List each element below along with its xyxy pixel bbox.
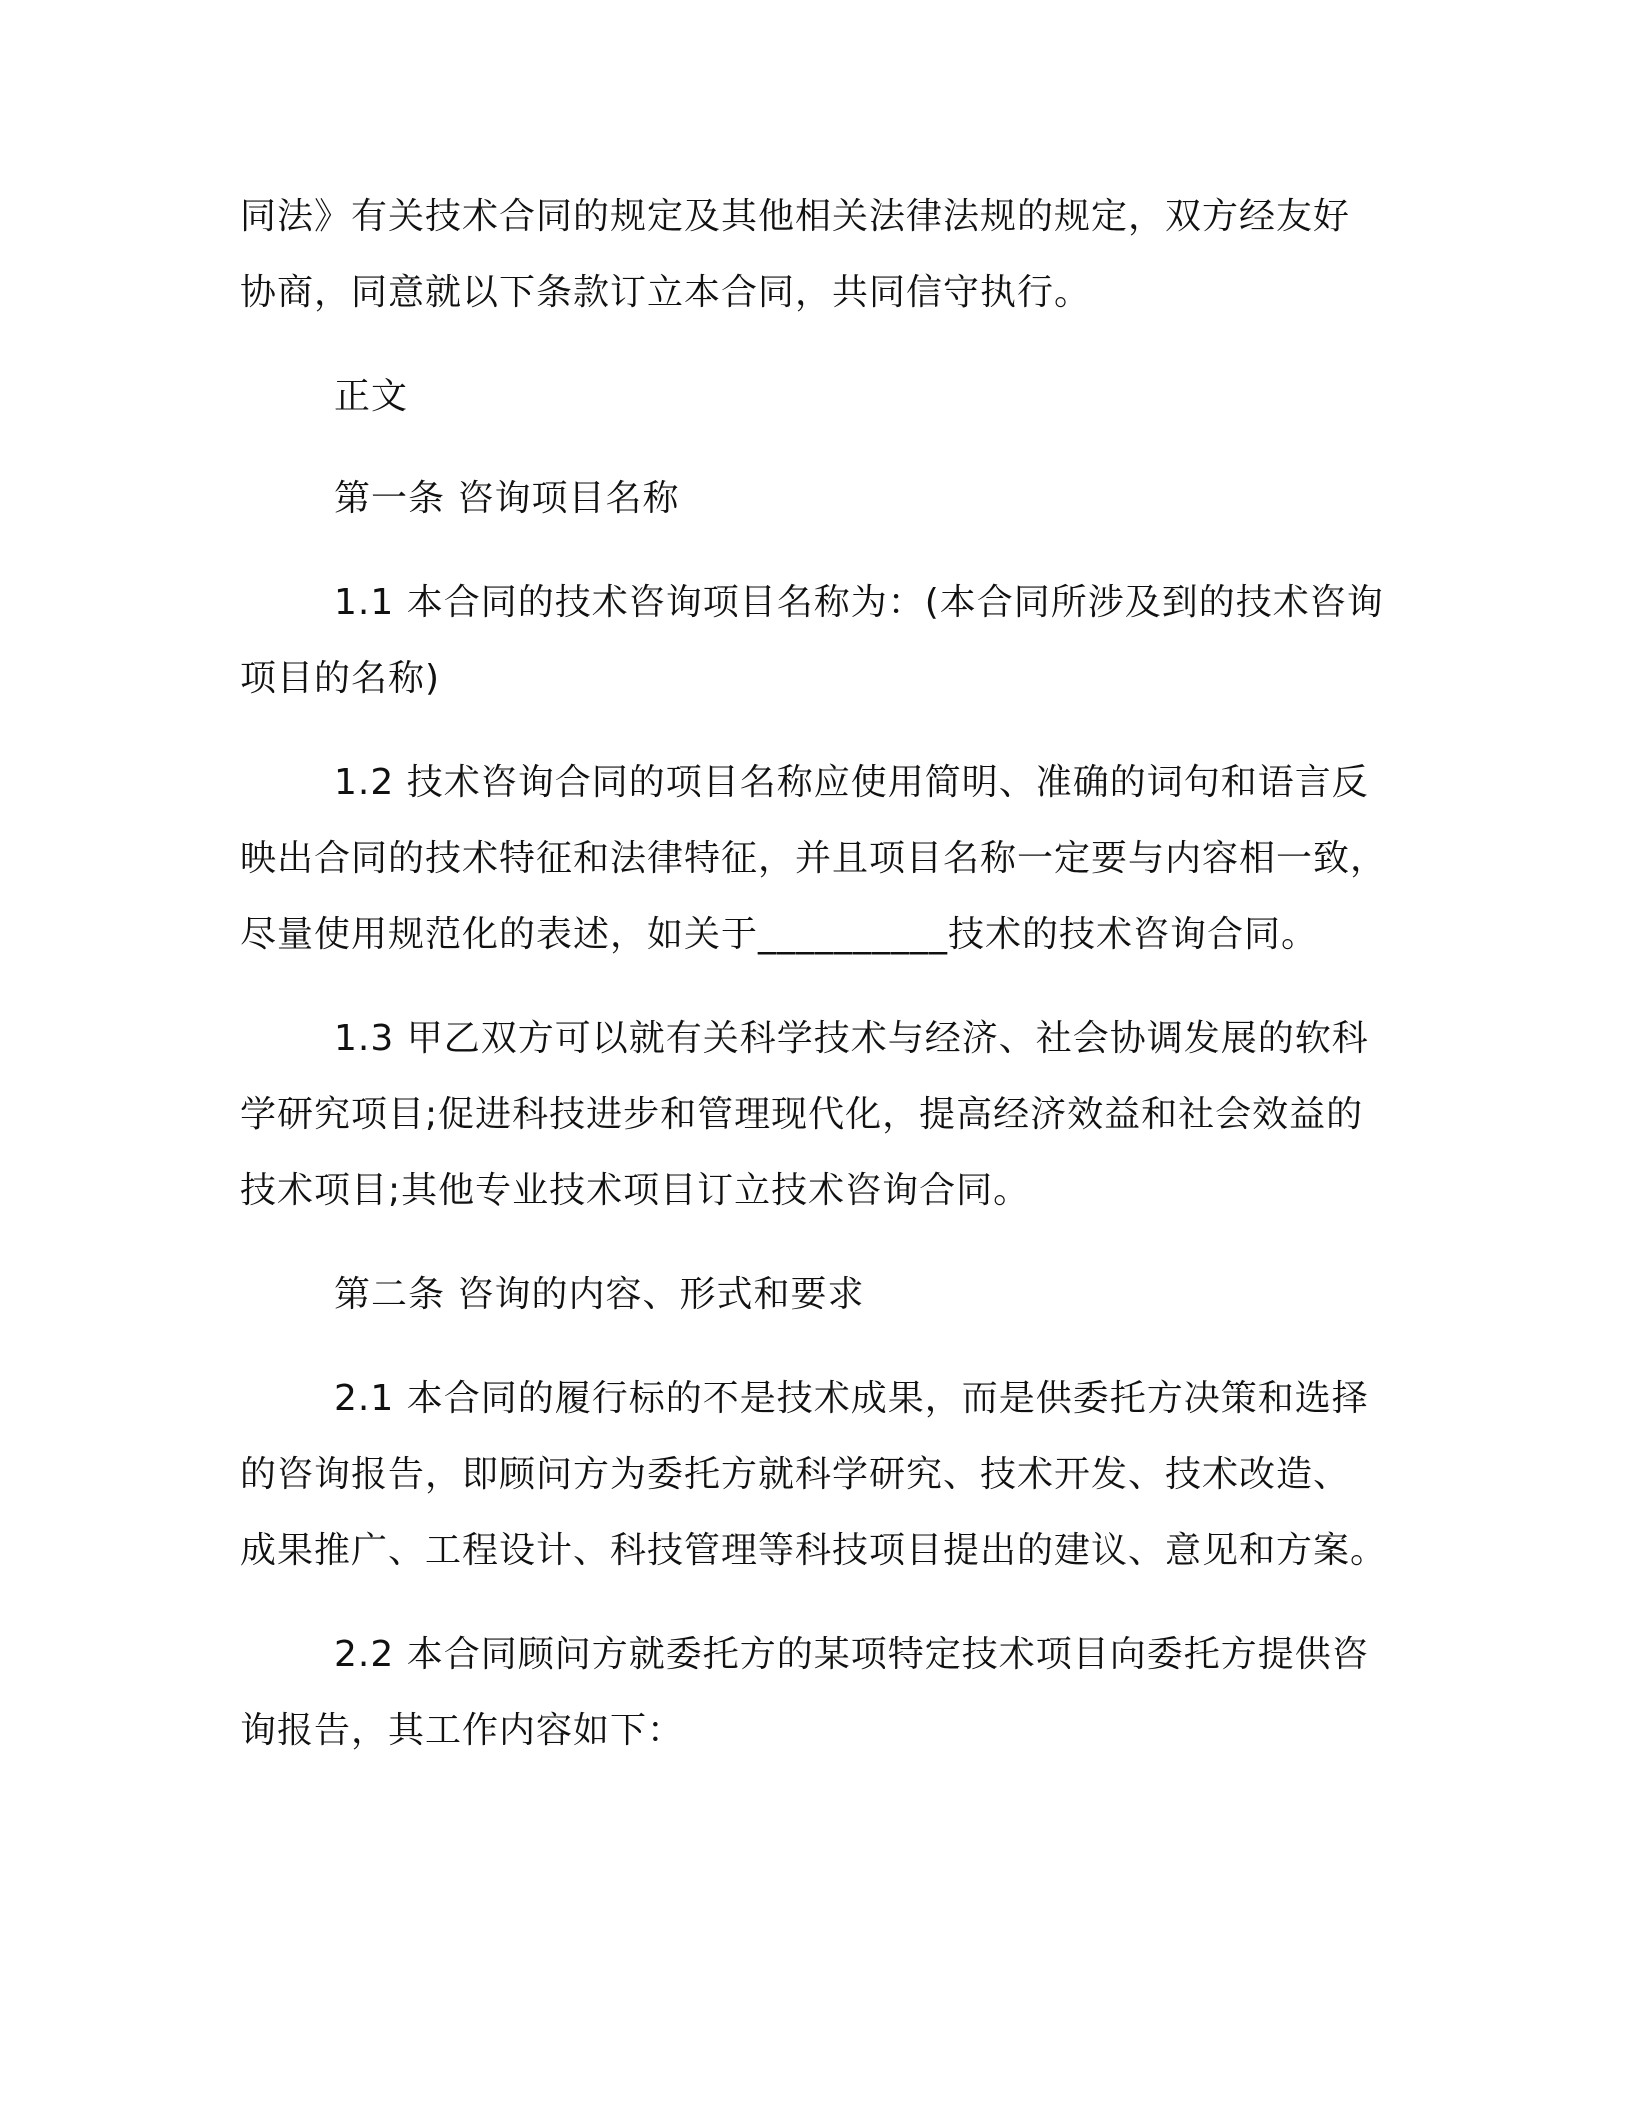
article-heading: 第二条 咨询的内容、形式和要求 bbox=[334, 1274, 865, 1315]
paragraph-line: 技术项目;其他专业技术项目订立技术咨询合同。 bbox=[240, 1170, 1031, 1211]
paragraph-line: 协商，同意就以下条款订立本合同，共同信守执行。 bbox=[240, 272, 1092, 313]
paragraph-line: 1.1 本合同的技术咨询项目名称为：(本合同所涉及到的技术咨询 bbox=[334, 582, 1384, 623]
paragraph-line: 项目的名称) bbox=[240, 658, 441, 699]
article-heading: 第一条 咨询项目名称 bbox=[334, 478, 680, 519]
paragraph-line: 同法》有关技术合同的规定及其他相关法律法规的规定，双方经友好 bbox=[240, 196, 1351, 237]
paragraph-line: 1.3 甲乙双方可以就有关科学技术与经济、社会协调发展的软科 bbox=[334, 1018, 1369, 1059]
paragraph-line: 1.2 技术咨询合同的项目名称应使用简明、准确的词句和语言反 bbox=[334, 762, 1369, 803]
section-heading: 正文 bbox=[334, 376, 409, 417]
paragraph-line: 映出合同的技术特征和法律特征，并且项目名称一定要与内容相一致， bbox=[240, 838, 1388, 879]
paragraph-line: 2.2 本合同顾问方就委托方的某项特定技术项目向委托方提供咨 bbox=[334, 1634, 1369, 1675]
paragraph-line: 2.1 本合同的履行标的不是技术成果，而是供委托方决策和选择 bbox=[334, 1378, 1369, 1419]
paragraph-line: 尽量使用规范化的表述，如关于__________技术的技术咨询合同。 bbox=[240, 914, 1319, 955]
paragraph-line: 询报告，其工作内容如下： bbox=[240, 1710, 685, 1751]
paragraph-line: 成果推广、工程设计、科技管理等科技项目提出的建议、意见和方案。 bbox=[240, 1530, 1388, 1571]
paragraph-line: 学研究项目;促进科技进步和管理现代化，提高经济效益和社会效益的 bbox=[240, 1094, 1364, 1135]
paragraph-line: 的咨询报告，即顾问方为委托方就科学研究、技术开发、技术改造、 bbox=[240, 1454, 1351, 1495]
